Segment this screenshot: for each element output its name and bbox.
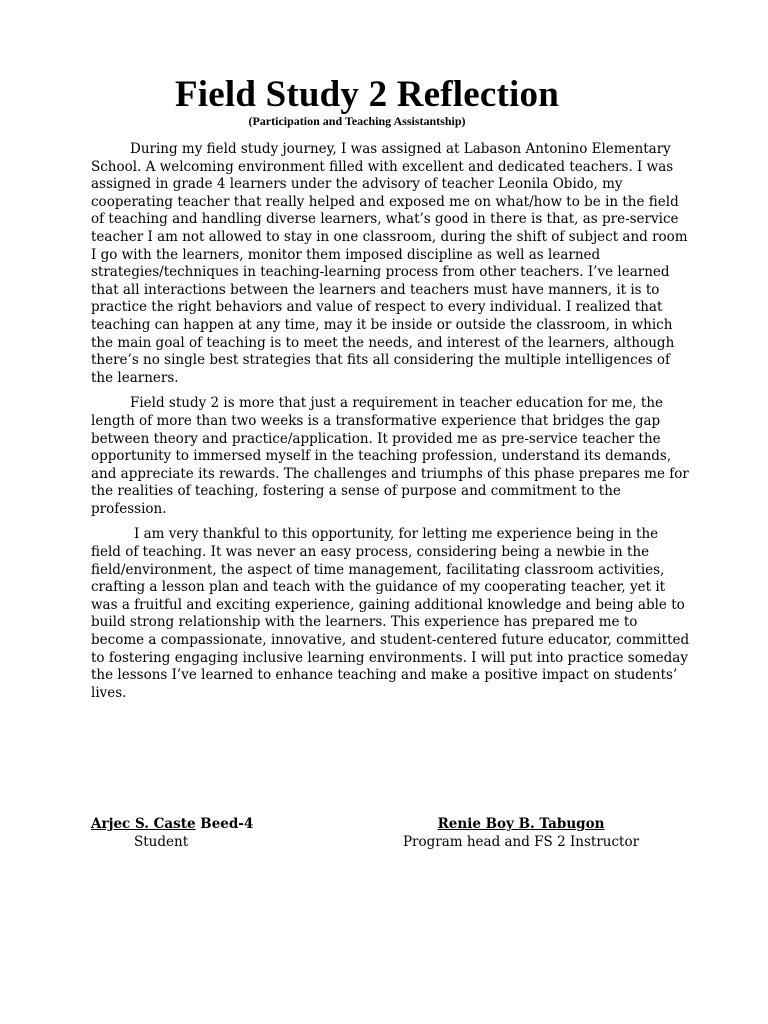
instructor-name: Renie Boy B. Tabugon xyxy=(437,816,605,832)
paragraph-1: During my field study journey, I was assigned at Labason Antonino Elementary School. A welcoming environment filled with excellent and dedicated teachers. I was assigned in grade 4 learners under the advisory of teacher Leonila Obido, my cooperating teacher that really helped and exposed me on what/how to be in the field of teaching and handling diverse learners, what’s good in there is that, as pre-service teacher I am not allowed to stay in one classroom, during the shift of subject and room I go with the learners, monitor them imposed discipline as well as learned strategies/techniques in teaching-learning process from other teachers. I’ve learned that all interactions between the learners and teachers must have manners, it is to practice the right behaviors and value of respect to every individual. I realized that teaching can happen at any time, may it be inside or outside the classroom, in which the main goal of teaching is to meet the needs, and interest of the learners, although there’s no single best strategies that fits all considering the multiple intelligences of the learners. xyxy=(91,141,688,386)
instructor-role: Program head and FS 2 Instructor xyxy=(402,833,640,850)
instructor-name-line xyxy=(402,816,640,834)
document-title: Field Study 2 Reflection xyxy=(174,74,560,115)
instructor-signature-block xyxy=(402,816,640,851)
student-name-line xyxy=(91,816,253,834)
student-section: Beed-4 xyxy=(195,816,254,832)
student-signature-block xyxy=(91,816,253,851)
paragraph-2: Field study 2 is more that just a requirement in teacher education for me, the length of more than two weeks is a transformative experience that bridges the gap between theory and practice/application. It provided me as pre-service teacher the opportunity to immersed myself in the teaching profession, understand its demands, and appreciate its rewards. The challenges and triumphs of this phase prepares me for the realities of teaching, fostering a sense of purpose and commitment to the profession. xyxy=(91,395,689,517)
student-name: Arjec S. Caste xyxy=(91,816,196,832)
student-role: Student xyxy=(134,833,189,850)
document-subtitle: (Participation and Teaching Assistantship) xyxy=(248,114,466,128)
document-body xyxy=(91,141,691,710)
paragraph-3: I am very thankful to this opportunity, for letting me experience being in the field of teaching. It was never an easy process, considering being a newbie in the field/environment, the aspect of time management, facilitating classroom activities, crafting a lesson plan and teach with the guidance of my cooperating teacher, yet it was a fruitful and exciting experience, gaining additional knowledge and being able to build strong relationship with the learners. This experience has prepared me to become a compassionate, innovative, and student-centered future educator, committed to fostering engaging inclusive learning environments. I will put into practice someday the lessons I’ve learned to enhance teaching and make a positive impact on students’ lives. xyxy=(91,526,690,701)
